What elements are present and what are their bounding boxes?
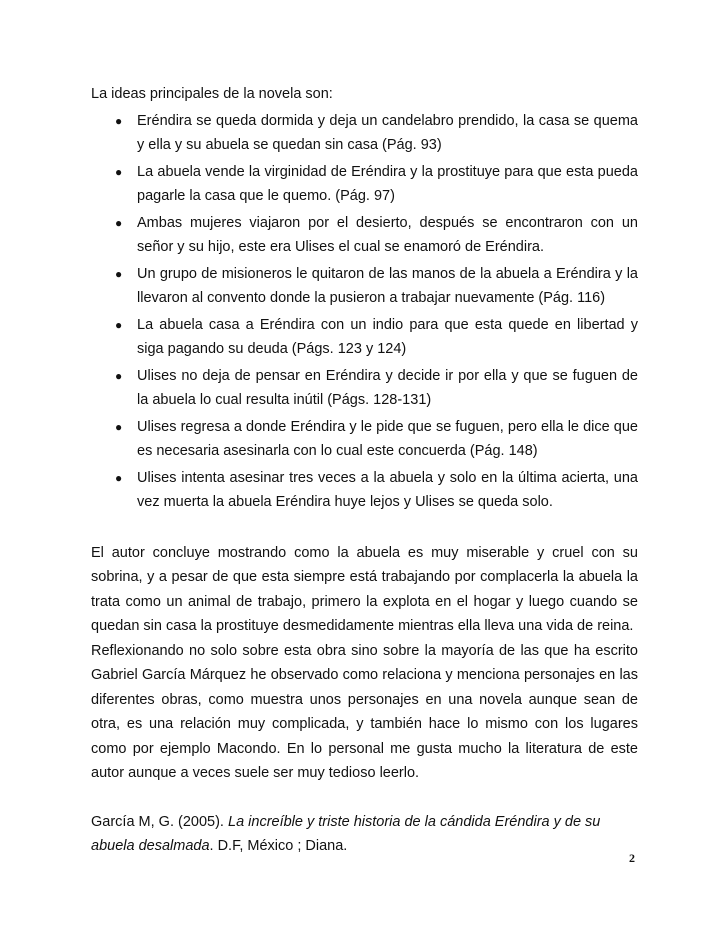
bullet-icon: ● xyxy=(115,164,123,179)
bullet-icon: ● xyxy=(115,113,123,128)
list-item xyxy=(91,262,638,311)
list-item-text: Ambas mujeres viajaron por el desierto, después se encontraron con un señor y su hijo, este era Ulises el cual se enamoró de Eréndira. xyxy=(137,214,638,255)
bullet-icon: ● xyxy=(115,470,123,485)
list-item xyxy=(91,364,638,413)
reference-publisher: . D.F, México ; Diana. xyxy=(209,838,348,854)
list-item xyxy=(91,109,638,158)
list-item xyxy=(91,313,638,362)
spacer xyxy=(91,786,638,810)
list-heading: La ideas principales de la novela son: xyxy=(91,86,333,102)
reference-title: La increíble y triste historia de la cándida Eréndira y de su abuela desalmada xyxy=(91,813,601,854)
reflection-paragraph: Reflexionando no solo sobre esta obra sino sobre la mayoría de las que ha escrito Gabriel García Márquez he observado como relaciona y menciona personajes en las diferentes obras, como muestra unos personajes en una novela aunque sean de otra, es una relación muy complicada, y también hace lo mismo con los lugares como por ejemplo Macondo. En lo personal me gusta mucho la literatura de este autor aunque a veces suele ser muy tedioso leerlo. xyxy=(91,642,638,781)
bullet-icon: ● xyxy=(115,317,123,332)
bullet-icon: ● xyxy=(115,266,123,281)
list-item-text: Un grupo de misioneros le quitaron de las manos de la abuela a Eréndira y la llevaron al convento donde la pusieron a trabajar nuevamente (Pág. 116) xyxy=(137,265,638,306)
list-item xyxy=(91,211,638,260)
bullet-icon: ● xyxy=(115,368,123,383)
ideas-list xyxy=(91,109,638,515)
list-item xyxy=(91,160,638,209)
list-item-text: La abuela casa a Eréndira con un indio para que esta quede en libertad y siga pagando su deuda (Págs. 123 y 124) xyxy=(137,316,638,357)
bullet-icon: ● xyxy=(115,419,123,434)
list-item-text: Ulises no deja de pensar en Eréndira y decide ir por ella y que se fuguen de la abuela lo cual resulta inútil (Págs. 128-131) xyxy=(137,367,638,408)
bibliographic-reference xyxy=(91,810,638,859)
list-item xyxy=(91,466,638,515)
list-item-text: La abuela vende la virginidad de Eréndira y la prostituye para que esta pueda pagarle la casa que le quemo. (Pág. 97) xyxy=(137,163,638,204)
list-item-text: Eréndira se queda dormida y deja un candelabro prendido, la casa se quema y ella y su abuela se quedan sin casa (Pág. 93) xyxy=(137,112,638,153)
list-item-text: Ulises regresa a donde Eréndira y le pide que se fuguen, pero ella le dice que es necesaria asesinarla con lo cual este concuerda (Pág. 148) xyxy=(137,418,638,459)
document-page xyxy=(91,82,638,859)
reference-author: García M, G. (2005). xyxy=(91,813,228,830)
list-item xyxy=(91,415,638,464)
spacer xyxy=(91,517,638,541)
conclusion-paragraph: El autor concluye mostrando como la abuela es muy miserable y cruel con su sobrina, y a pesar de que esta siempre está trabajando por complacerla la abuela la trata como un animal de trabajo, primero la explota en el hogar y luego cuando se quedan sin casa la prostituye desmedidamente mientras ella lleva una vida de reina. xyxy=(91,544,638,634)
bullet-icon: ● xyxy=(115,215,123,230)
page-number: 2 xyxy=(629,851,635,865)
list-item-text: Ulises intenta asesinar tres veces a la abuela y solo en la última acierta, una vez muerta la abuela Eréndira huye lejos y Ulises se queda solo. xyxy=(137,469,638,510)
